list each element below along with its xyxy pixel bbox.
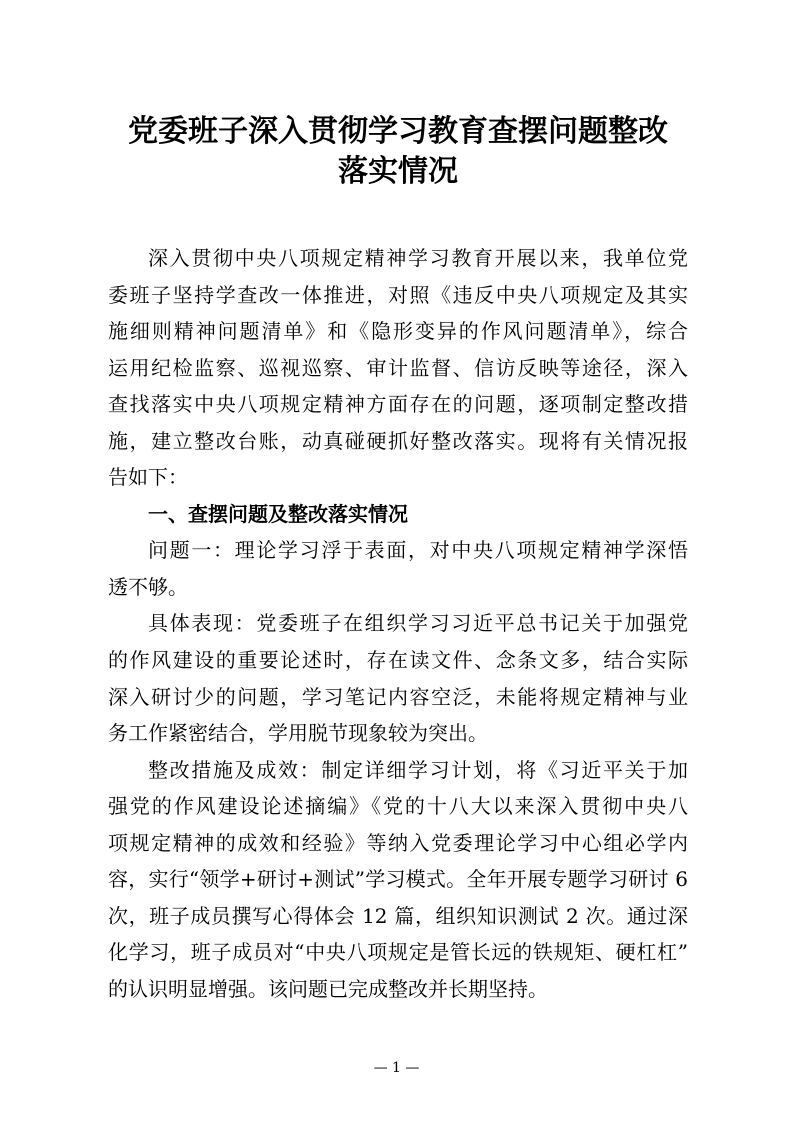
text-line: 深入研讨少的问题，学习笔记内容空泛，未能将规定精神与业 xyxy=(108,684,688,709)
text-line: 告如下： xyxy=(108,465,188,490)
text-line: 问题一：理论学习浮于表面，对中央八项规定精神学深悟 xyxy=(148,538,688,563)
text-line: 次，班子成员撰写心得体会 12 篇，组织知识测试 2 次。通过深 xyxy=(108,903,688,928)
text-line: 的作风建设的重要论述时，存在读文件、念条文多，结合实际 xyxy=(108,648,688,673)
text-line: 查找落实中央八项规定精神方面存在的问题，逐项制定整改措 xyxy=(108,392,688,417)
text-line: 透不够。 xyxy=(108,574,188,599)
text-line: 化学习，班子成员对“中央八项规定是管长远的铁规矩、硬杠杠” xyxy=(108,940,688,965)
text-line: 的认识明显增强。该问题已完成整改并长期坚持。 xyxy=(108,976,548,1001)
document-title xyxy=(100,112,696,192)
text-line: 项规定精神的成效和经验》等纳入党委理论学习中心组必学内 xyxy=(108,830,688,855)
paragraph xyxy=(108,752,688,1008)
paragraph xyxy=(108,605,688,751)
text-line: 具体表现：党委班子在组织学习习近平总书记关于加强党 xyxy=(148,611,688,636)
text-line: 深入贯彻中央八项规定精神学习教育开展以来，我单位党 xyxy=(148,246,688,270)
text-line: 务工作紧密结合，学用脱节现象较为突出。 xyxy=(108,721,488,746)
text-line: 委班子坚持学查改一体推进，对照《违反中央八项规定及其实 xyxy=(108,282,688,307)
paragraph xyxy=(108,240,688,496)
document-body xyxy=(108,240,688,1007)
text-line: 容，实行“领学+研讨+测试”学习模式。全年开展专题学习研讨 6 xyxy=(108,867,688,892)
text-line: 强党的作风建设论述摘编》《党的十八大以来深入贯彻中央八 xyxy=(108,794,688,819)
text-line: 施细则精神问题清单》和《隐形变异的作风问题清单》，综合 xyxy=(108,319,688,344)
text-line: 施，建立整改台账，动真碰硬抓好整改落实。现将有关情况报 xyxy=(108,428,688,453)
page-number: — 1 — xyxy=(373,1060,420,1076)
paragraph xyxy=(108,532,688,605)
text-line: 一、查摆问题及整改落实情况 xyxy=(148,501,408,526)
text-line: 整改措施及成效：制定详细学习计划，将《习近平关于加 xyxy=(148,757,688,782)
text-line: 运用纪检监察、巡视巡察、审计监督、信访反映等途径，深入 xyxy=(108,355,688,380)
title-line-2: 落实情况 xyxy=(338,154,458,189)
title-line-1: 党委班子深入贯彻学习教育查摆问题整改 xyxy=(128,114,668,149)
section-heading xyxy=(108,496,688,533)
